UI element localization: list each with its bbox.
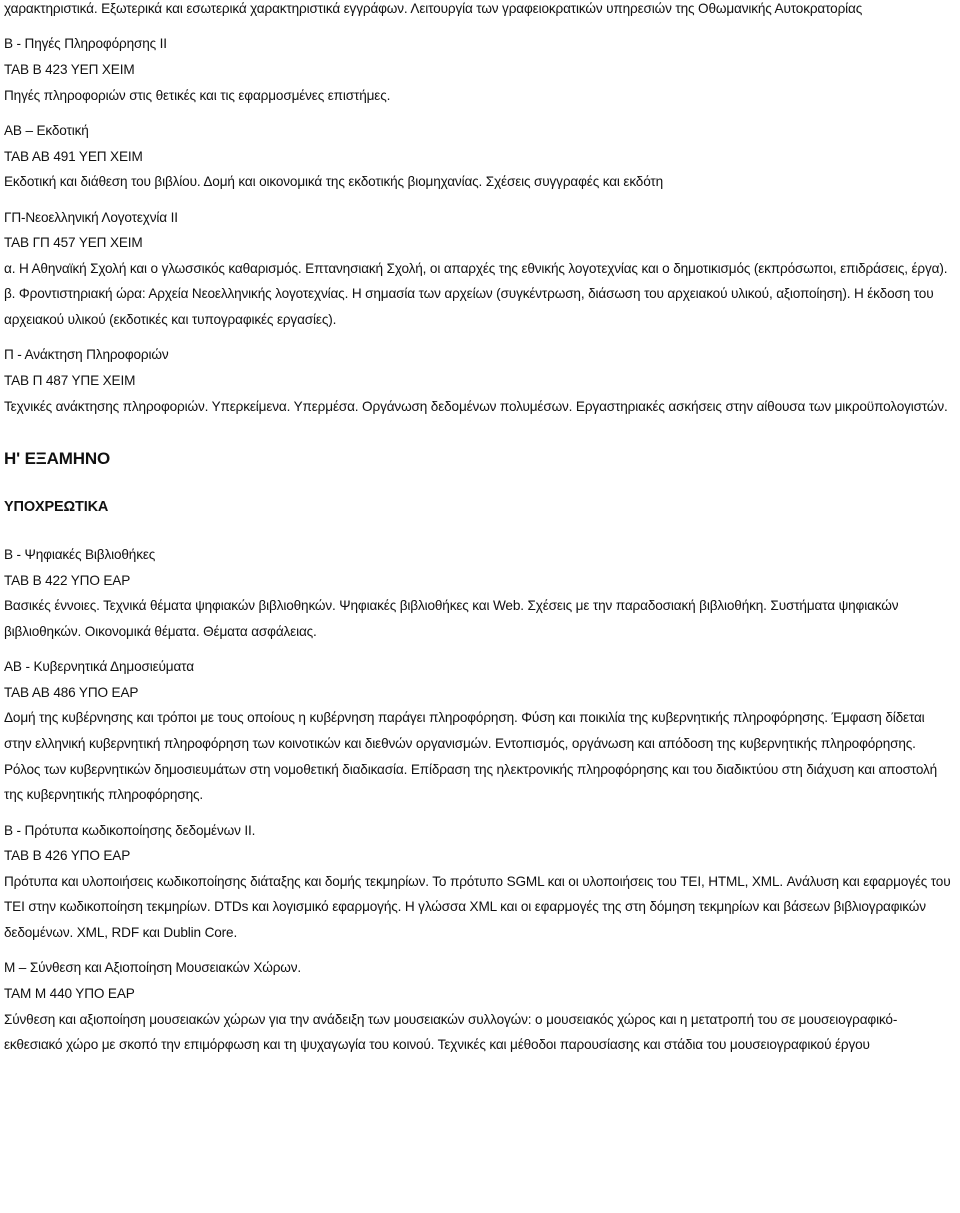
course-title: Β - Ψηφιακές Βιβλιοθήκες [4,547,156,563]
semester-heading: Η' ΕΞΑΜΗΝΟ [4,449,111,469]
course-description: Πρότυπα και υλοποιήσεις κωδικοποίησης διάταξης και δομής τεκμηρίων. Το πρότυπο SGML και οι υλοποιήσεις του TEI, HTML, XML. Ανάλυση και εφαρμογές του TEI στην κωδικοποίηση τεκμηρίων. DTDs και λογισμικό εφαρμογής. Η γλώσσα XML και οι εφαρμογές της στη δόμηση τεκμηρίων και βάσεων βιβλιογραφικών δεδομένων. XML, RDF και Dublin Core. [4,873,951,940]
course-ab-491 [4,118,954,195]
course-b-426 [4,818,954,946]
course-title: Π - Ανάκτηση Πληροφοριών [4,347,169,363]
course-description: Βασικές έννοιες. Τεχνικά θέματα ψηφιακών βιβλιοθηκών. Ψηφιακές βιβλιοθήκες και Web. Σχέσεις με την παραδοσιακή βιβλιοθήκη. Συστήματα ψηφιακών βιβλιοθηκών. Οικονομικά θέματα. Θέματα ασφάλειας. [4,598,899,639]
course-title: ΓΠ-Νεοελληνική Λογοτεχνία ΙΙ [4,209,178,225]
course-description: Εκδοτική και διάθεση του βιβλίου. Δομή και οικονομικά της εκδοτικής βιομηχανίας. Σχέσεις συγγραφές και εκδότη [4,174,664,190]
course-code: ΤΑΒ Β 423 ΥΕΠ ΧΕΙΜ [4,61,135,77]
required-heading: ΥΠΟΧΡΕΩΤΙΚΑ [4,499,109,516]
course-description-b: β. Φροντιστηριακή ώρα: Αρχεία Νεοελληνικής λογοτεχνίας. Η σημασία των αρχείων (συγκέντρωση, διάσωση του αρχειακού υλικού, αξιοποίηση). Η έκδοση του αρχειακού υλικού (εκδοτικές και τυπογραφικές εργασίες). [4,286,934,327]
document-page [4,0,954,1058]
course-b-423 [4,31,954,108]
course-gp-457 [4,205,954,333]
course-title: Β - Πηγές Πληροφόρησης ΙΙ [4,36,167,52]
course-code: ΤΑΒ Β 426 ΥΠΟ ΕΑΡ [4,848,131,864]
course-ab-486 [4,654,954,808]
course-description: Τεχνικές ανάκτησης πληροφοριών. Υπερκείμενα. Υπερμέσα. Οργάνωση δεδομένων πολυμέσων. Εργαστηριακές ασκήσεις στην αίθουσα των μικροϋπολογιστών. [4,398,948,414]
course-description: Δομή της κυβέρνησης και τρόποι με τους οποίους η κυβέρνηση παράγει πληροφόρηση. Φύση και ποικιλία της κυβερνητικής πληροφόρησης. Έμφαση δίδεται στην ελληνική κυβερνητική πληροφόρηση των κοινοτικών και διεθνών οργανισμών. Εντοπισμός, οργάνωση και απόδοση της κυβερνητικής πληροφόρησης. Ρόλος των κυβερνητικών δημοσιευμάτων στη νομοθετική διαδικασία. Επίδραση της ηλεκτρονικής πληροφόρησης και του διαδικτύου στη διάχυση και αποστολή της κυβερνητικής πληροφόρησης. [4,710,938,803]
course-m-440 [4,955,954,1057]
course-description: Σύνθεση και αξιοποίηση μουσειακών χώρων για την ανάδειξη των μουσειακών συλλογών: ο μουσειακός χώρος και η μετατροπή του σε μουσειογραφικό-εκθεσιακό χώρο με σκοπό την επιμόρφωση και τη ψυχαγωγία του κοινού. Τεχνικές και μέθοδοι παρουσίασης και στάδια του μουσειογραφικού έργου [4,1011,898,1053]
course-code: ΤΑΒ ΑΒ 491 ΥΕΠ ΧΕΙΜ [4,148,143,164]
course-code: ΤΑΒ Π 487 ΥΠΕ ΧΕΙΜ [4,372,136,388]
course-p-487 [4,342,954,419]
course-title: ΑΒ - Κυβερνητικά Δημοσιεύματα [4,659,194,675]
course-title: Β - Πρότυπα κωδικοποίησης δεδομένων ΙΙ. [4,822,256,838]
course-title: ΑΒ – Εκδοτική [4,122,89,138]
intro-text: χαρακτηριστικά. Εξωτερικά και εσωτερικά χαρακτηριστικά εγγράφων. Λειτουργία των γραφειοκρατικών υπηρεσιών της Οθωμανικής Αυτοκρατορίας [4,1,863,16]
course-code: ΤΑΒ ΓΠ 457 ΥΕΠ ΧΕΙΜ [4,235,143,251]
course-code: ΤΑΒ Β 422 ΥΠΟ ΕΑΡ [4,572,131,588]
course-description-a: α. Η Αθηναϊκή Σχολή και ο γλωσσικός καθαρισμός. Επτανησιακή Σχολή, οι απαρχές της εθνικής λογοτεχνίας και ο δημοτικισμός (εκπρόσωποι, επιδράσεις, έργα). [4,260,948,276]
course-b-422 [4,542,954,644]
course-description: Πηγές πληροφοριών στις θετικές και τις εφαρμοσμένες επιστήμες. [4,87,391,103]
course-code: ΤΑΜ Μ 440 ΥΠΟ ΕΑΡ [4,985,135,1001]
course-code: ΤΑΒ ΑΒ 486 ΥΠΟ ΕΑΡ [4,684,139,700]
course-title: Μ – Σύνθεση και Αξιοποίηση Μουσειακών Χώρων. [4,960,302,976]
